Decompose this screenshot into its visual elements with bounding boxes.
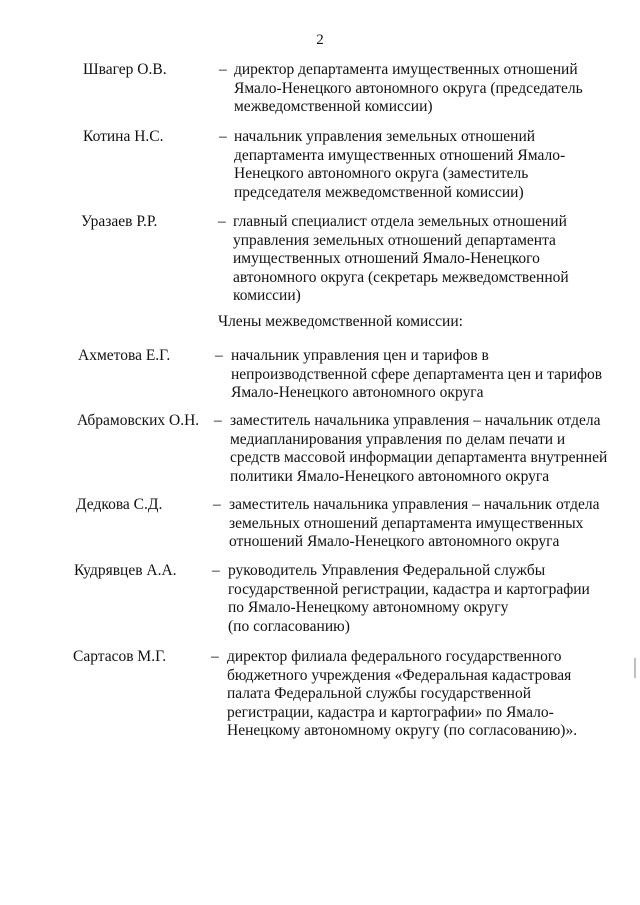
position-line: Ямало-Ненецкого автономного округа [231, 384, 484, 402]
position-line: главный специалист отдела земельных отношений [233, 213, 567, 230]
position-line: медиапланирования управления по делам печати и [230, 430, 566, 448]
position-line: начальник управления земельных отношений [234, 128, 536, 145]
position-line: отношений Ямало-Ненецкого автономного округа [229, 533, 560, 551]
dash-separator: – [215, 347, 223, 364]
position-line: Ненецкому автономному округу (по согласованию)». [227, 722, 578, 740]
member-position [229, 496, 601, 552]
position-line: государственной регистрации, кадастра и картографии [228, 580, 590, 598]
position-line: палата Федеральной службы государственной [227, 685, 532, 703]
position-line: непроизводственной сфере департамента цен и тарифов [231, 365, 603, 383]
member-position [234, 128, 606, 202]
position-line: Ямало-Ненецкого автономного округа (председатель [234, 79, 583, 97]
member-position [227, 648, 599, 741]
member-position [228, 562, 600, 636]
member-position [233, 213, 605, 306]
member-name: Ахметова Е.Г. [78, 347, 171, 364]
dash-separator: – [218, 213, 226, 230]
member-name: Дедкова С.Д. [76, 496, 163, 513]
position-line: имущественных отношений Ямало-Ненецкого [233, 250, 540, 268]
position-line: межведомственной комиссии) [234, 98, 433, 116]
position-line: (по согласованию) [228, 617, 350, 635]
position-line: средств массовой информации департамента внутренней [230, 449, 608, 467]
member-name: Сартасов М.Г. [73, 648, 167, 665]
position-line: заместитель начальника управления – начальник отдела [229, 496, 600, 513]
position-line: заместитель начальника управления – начальник отдела [230, 412, 601, 429]
member-name: Абрамовских О.Н. [77, 412, 200, 429]
position-line: политики Ямало-Ненецкого автономного округа [230, 467, 550, 485]
dash-separator: – [219, 61, 227, 78]
position-line: директор департамента имущественных отношений [234, 61, 578, 78]
position-line: комиссии) [233, 287, 301, 305]
dash-separator: – [214, 412, 222, 429]
member-name: Швагер О.В. [83, 61, 167, 78]
members-heading: Члены межведомственной комиссии: [218, 313, 463, 330]
position-line: начальник управления цен и тарифов в [231, 347, 489, 364]
position-line: департамента имущественных отношений Ямало- [234, 146, 566, 164]
position-line: бюджетного учреждения «Федеральная кадастровая [227, 666, 572, 684]
member-position [230, 412, 608, 486]
margin-scan-mark [634, 658, 636, 678]
position-line: управления земельных отношений департамента [233, 231, 556, 249]
member-name: Кудрявцев А.А. [74, 562, 177, 579]
position-line: регистрации, кадастра и картографии» по Ямало- [227, 703, 554, 721]
member-position [231, 347, 603, 403]
member-name: Уразаев Р.Р. [81, 213, 158, 230]
member-position [234, 61, 606, 117]
position-line: Ненецкого автономного округа (заместитель [234, 165, 529, 183]
dash-separator: – [219, 128, 227, 145]
page-number: 2 [316, 32, 324, 48]
position-line: председателя межведомственной комиссии) [234, 183, 524, 201]
position-line: земельных отношений департамента имущественных [229, 514, 584, 532]
position-line: автономного округа (секретарь межведомственной [233, 268, 569, 286]
position-line: директор филиала федерального государственного [227, 648, 562, 665]
dash-separator: – [212, 562, 220, 579]
position-line: руководитель Управления Федеральной службы [228, 562, 546, 579]
position-line: по Ямало-Ненецкому автономному округу [228, 599, 509, 617]
dash-separator: – [211, 648, 219, 665]
member-name: Котина Н.С. [83, 128, 164, 145]
dash-separator: – [213, 496, 221, 513]
